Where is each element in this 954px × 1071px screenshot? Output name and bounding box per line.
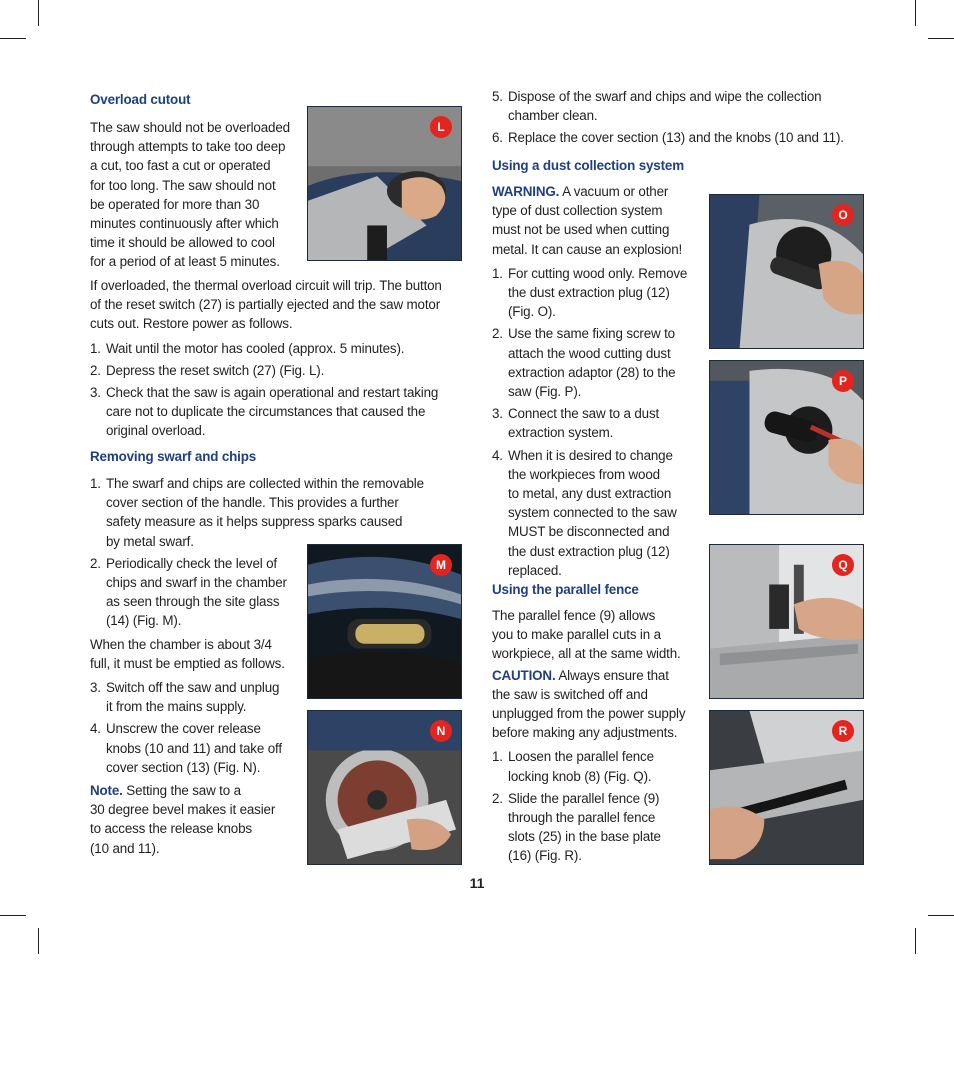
text-line: (10 and 11). [90,840,160,856]
text-line: Replace the cover section (13) and the knobs (10 and 11). [508,130,844,146]
text-line: Switch off the saw and unplug [106,680,280,696]
text-line: must not be used when cutting [492,222,670,238]
list-number: 1. [90,476,101,491]
list-number: 2. [492,326,503,342]
figure-o [709,194,864,349]
figure-p [709,360,864,515]
list-item [492,128,872,147]
list-item [90,361,465,380]
list-item [492,264,704,322]
crop-mark [915,928,916,954]
text-line: Slide the parallel fence (9) [508,790,660,806]
text-line: attach the wood cutting dust [508,345,671,361]
text-line: minutes continuously after which [90,216,279,232]
list-item [492,446,704,580]
crop-mark [0,38,26,39]
list-number: 1. [492,749,503,765]
text-line: extraction adaptor (28) to the [508,364,676,380]
list-item [90,339,465,358]
crop-mark [38,928,39,954]
list-number: 3. [90,680,101,696]
text-line: Wait until the motor has cooled (approx. 5 minutes). [106,340,405,356]
right-column-top-list [492,87,872,151]
text-line: the saw is switched off and [492,686,648,702]
overload-intro [90,118,305,272]
crop-mark [38,0,39,26]
text-line: (16) (Fig. R). [508,848,582,864]
text-line: extraction system. [508,425,614,441]
text-line: Unscrew the cover release [106,721,261,737]
text-line: Connect the saw to a dust [508,406,660,422]
figure-label-badge: R [832,720,854,742]
text-line: of the reset switch (27) is partially ejected and the saw motor [90,297,441,313]
figure-label-badge: Q [832,554,854,576]
dust-heading: Using a dust collection system [492,158,684,173]
text-line: care not to duplicate the circumstances that caused the [106,404,426,420]
list-item [492,87,872,125]
text-line: Always ensure that [555,667,669,683]
text-line: (14) (Fig. M). [106,613,182,629]
text-line: before making any adjustments. [492,725,678,741]
page-number: 11 [469,875,485,891]
text-line: (Fig. O). [508,304,556,320]
warning [492,182,704,259]
text-line: The parallel fence (9) allows [492,608,656,623]
text-line: chips and swarf in the chamber [106,575,287,591]
figure-l [307,106,462,261]
swarf-heading: Removing swarf and chips [90,449,257,464]
list-item [492,747,704,785]
text-line: locking knob (8) (Fig. Q). [508,768,652,784]
text-line: unplugged from the power supply [492,706,686,722]
fence-body [492,606,704,869]
text-line: The swarf and chips are collected within the removable [106,476,424,491]
list-number: 3. [90,385,101,401]
paragraph [90,276,465,334]
caution [492,666,704,743]
text-line: for too long. The saw should not [90,177,276,193]
crop-mark [915,0,916,26]
text-line: original overload. [106,423,206,439]
list-number: 2. [492,790,503,806]
text-line: MUST be disconnected and [508,524,670,540]
text-line: a cut, too fast a cut or operated [90,158,271,174]
text-line: full, it must be emptied as follows. [90,655,285,671]
figure-q [709,544,864,699]
text-line: you to make parallel cuts in a [492,627,661,643]
list-number: 5. [492,89,503,104]
figure-label-badge: L [430,116,452,138]
text-line: the workpieces from wood [508,466,660,482]
text-line: cuts out. Restore power as follows. [90,316,293,332]
text-line: 30 degree bevel makes it easier [90,802,276,818]
crop-mark [928,915,954,916]
paragraph [492,606,704,664]
list-item [90,474,465,551]
list-item [90,383,465,441]
text-line: metal. It can cause an explosion! [492,241,683,257]
fence-heading: Using the parallel fence [492,582,639,597]
text-line: Dispose of the swarf and chips and wipe the collection [508,89,822,104]
figure-m [307,544,462,699]
text-line: Periodically check the level of [106,555,278,571]
text-line: to access the release knobs [90,821,252,837]
text-line: For cutting wood only. Remove [508,265,688,281]
text-line: it from the mains supply. [106,699,247,715]
list-item [492,404,704,442]
text-line: workpiece, all at the same width. [492,646,681,662]
text-line: Use the same fixing screw to [508,326,675,342]
text-line: type of dust collection system [492,203,663,219]
list-number: 4. [90,721,101,737]
list-number: 3. [492,406,503,422]
list-number: 1. [90,340,101,356]
warning-label: WARNING. [492,184,560,199]
text-line: Setting the saw to a [122,783,241,799]
text-line: If overloaded, the thermal overload circuit will trip. The button [90,278,442,293]
figure-r [709,710,864,865]
list-number: 1. [492,265,503,281]
text-line: for a period of at least 5 minutes. [90,254,280,270]
text-line: A vacuum or other [559,184,669,199]
text-line: The saw should not be overloaded [90,120,290,135]
caution-label: CAUTION. [492,667,556,683]
text-line: When it is desired to change [508,447,673,463]
list-number: 2. [90,362,101,378]
text-line: slots (25) in the base plate [508,829,661,845]
list-item [492,789,704,866]
text-line: Check that the saw is again operational and restart taking [106,385,439,401]
text-line: time it should be allowed to cool [90,235,275,251]
text-line: When the chamber is about 3/4 [90,636,272,652]
figure-label-badge: O [832,204,854,226]
text-line: through the parallel fence [508,810,656,826]
list-number: 4. [492,447,503,463]
text-line: chamber clean. [508,108,598,124]
crop-mark [0,915,26,916]
figure-label-badge: P [832,370,854,392]
text-line: replaced. [508,562,562,578]
overload-heading: Overload cutout [90,92,191,107]
figure-n [307,710,462,865]
text-line: cover section of the handle. This provides a further [106,495,399,511]
text-line: Loosen the parallel fence [508,749,654,765]
text-line: the dust extraction plug (12) [508,285,670,301]
text-line: through attempts to take too deep [90,139,286,155]
text-line: the dust extraction plug (12) [508,543,670,559]
text-line: knobs (10 and 11) and take off [106,740,282,756]
list-number: 6. [492,130,503,146]
list-item [492,324,704,401]
text-line: saw (Fig. P). [508,384,582,400]
list-number: 2. [90,555,101,571]
overload-body [90,276,465,444]
text-line: by metal swarf. [106,533,194,549]
dust-body [492,182,704,583]
figure-label-badge: N [430,720,452,742]
text-line: cover section (13) (Fig. N). [106,759,261,775]
text-line: as seen through the site glass [106,594,280,610]
text-line: to metal, any dust extraction [508,486,672,502]
text-line: safety measure as it helps suppress sparks caused [106,514,403,530]
note-label: Note. [90,783,123,799]
text-line: be operated for more than 30 [90,196,260,212]
text-line: system connected to the saw [508,505,677,521]
crop-mark [928,38,954,39]
figure-label-badge: M [430,554,452,576]
text-line: Depress the reset switch (27) (Fig. L). [106,362,325,378]
